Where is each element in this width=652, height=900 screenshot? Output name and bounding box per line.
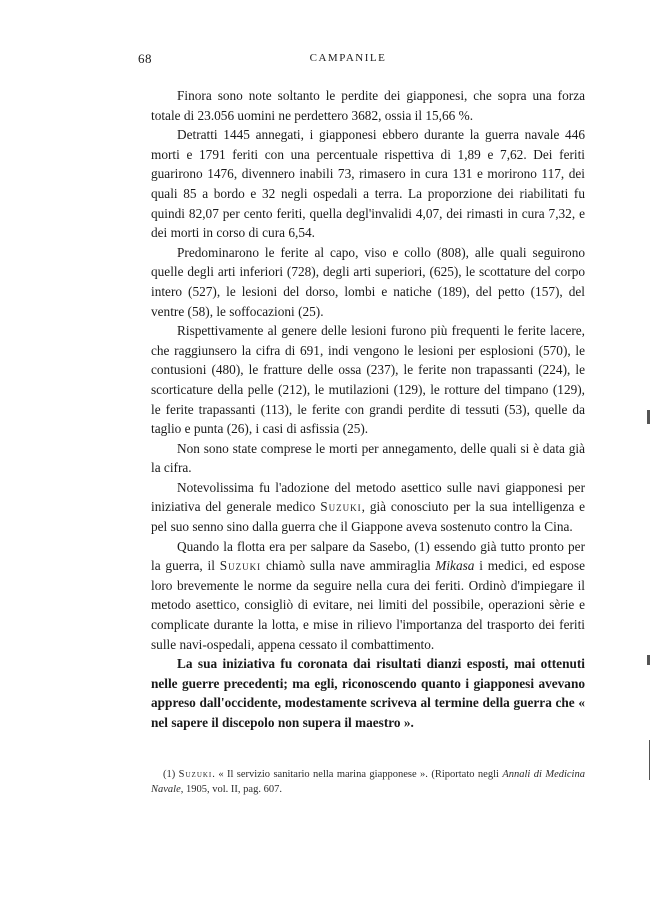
footnote-journal: Annali di Medicina Navale [151,769,585,795]
paragraph-6-text-a: Notevolissima fu l'adozione del metodo asettico sulle navi giapponesi per iniziativa del generale medico [151,479,585,515]
paragraph-3: Predominarono le ferite al capo, viso e collo (808), alle quali seguirono quelle degli arti inferiori (728), degli arti superiori, (625), le scottature del corpo intero (527), le lesioni del dorso, lombi e natiche (189), del petto (157), del ventre (58), le soffocazioni (25). [151,244,585,319]
paragraph-5: Non sono state comprese le morti per annegamento, delle quali si è data già la cifra. [151,440,585,476]
paragraph-6-text-b: , già conosciuto per la sua intelligenza e pel suo senno sino dalla guerra che il Giappone aveva sostenuto contro la Cina. [151,499,585,535]
author-name: Suzuki [320,499,362,515]
paragraph-7-text-a: Quando la flotta era per salpare da Sasebo, (1) essendo già tutto pronto per la guerra, il [151,538,585,574]
paragraph-7-text-b: chiamò sulla nave ammiraglia [261,558,436,574]
main-text [151,86,585,733]
footnote [151,767,585,797]
footnote-text-b: , 1905, vol. II, pag. 607. [180,784,282,795]
paragraph-7-text-c: i medici, ed espose loro brevemente le norme da seguire nella cura dei feriti. Ordinò d'impiegare il metodo asettico, consigliò di evitare, nei limiti del possibile, operazioni sèrie e complicate durante la lotta, e mise in rilievo l'importanza del trasporto dei feriti sulle navi-ospedali, appena cessato il combattimento. [151,558,585,652]
scan-edge-mark [649,740,650,780]
paragraph-1: Finora sono note soltanto le perdite dei giapponesi, che sopra una forza totale di 23.056 uomini ne perdettero 3682, ossia il 15,66 %. [151,88,585,123]
footnote-text-a: . « Il servizio sanitario nella marina giapponese ». (Riportato negli [212,769,503,780]
paragraph-2: Detratti 1445 annegati, i giapponesi ebbero durante la guerra navale 446 morti e 1791 feriti con una percentuale rispettiva di 1,89 e 7,62. Dei feriti guarirono 1476, divennero inabili 73, rimasero in cura 131 e morirono 117, dei quali 85 a bordo e 32 negli ospedali a terra. La proporzione dei riabilitati fu quindi 82,07 per cento feriti, quella degl'invalidi 4,07, dei rimasti in cura 7,32, e dei morti in corso di cura 6,54. [151,127,585,241]
scan-edge-mark [647,655,650,665]
footnote-author: Suzuki [178,769,213,780]
footnote-marker: (1) [163,769,179,780]
paragraph-7 [151,537,585,655]
paragraph-4: Rispettivamente al genere delle lesioni furono più frequenti le ferite lacere, che raggiunsero la cifra di 691, indi vengono le lesioni per esplosioni (570), le contusioni (480), le fratture delle ossa (237), le ferite non trapassanti (224), le scorticature della pelle (212), le mutilazioni (129), le rotture del timpano (129), le ferite trapassanti (113), le ferite con grandi perdite di tessuti (53), quelle da taglio e punta (26), i casi di asfissia (25). [151,323,585,437]
scan-edge-mark [647,410,650,424]
page-number: 68 [138,51,152,66]
paragraph-6 [151,478,585,537]
ship-name: Mikasa [435,558,475,574]
paragraph-8: La sua iniziativa fu coronata dai risultati dianzi esposti, mai ottenuti nelle guerre precedenti; ma egli, riconoscendo quanto i giapponesi avevano appreso dall'occidente, modestamente scriveva al termine della guerra che « nel sapere il discepolo non supera il maestro ». [151,656,585,730]
author-name: Suzuki [219,558,262,574]
running-title: CAMPANILE [309,52,387,64]
